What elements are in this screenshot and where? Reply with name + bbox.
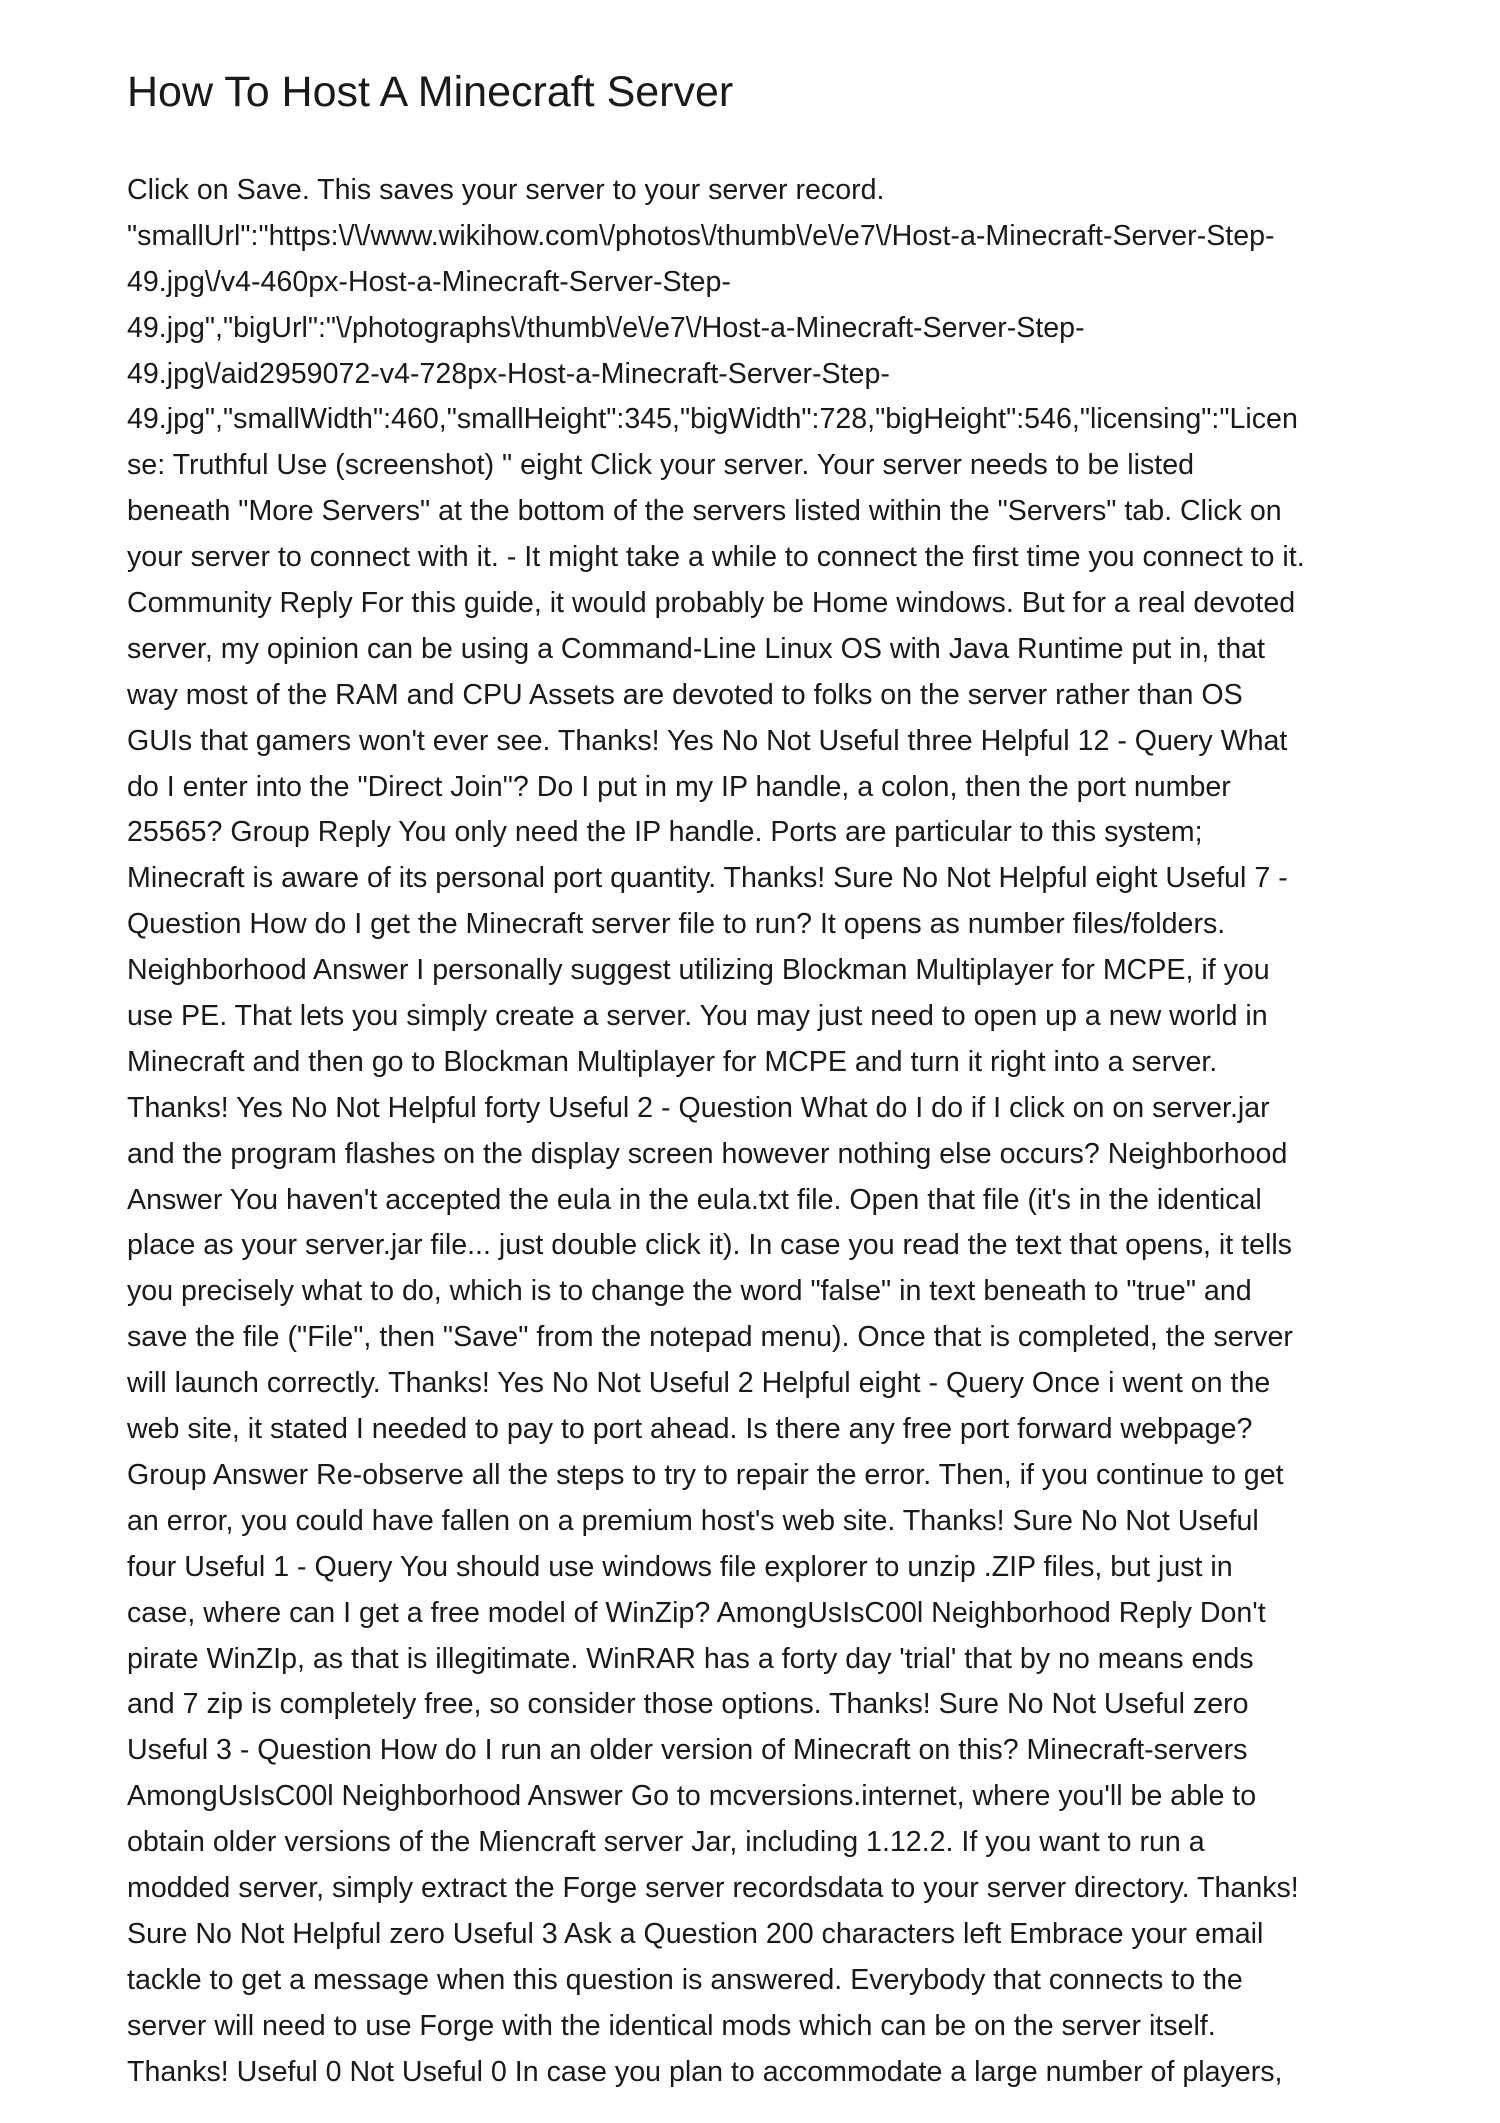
body-text-line: you precisely what to do, which is to change the word "false" in text beneath to "true" and bbox=[127, 1275, 1252, 1308]
body-text-line: and the program flashes on the display screen however nothing else occurs? Neighborhood bbox=[127, 1137, 1288, 1170]
body-text-line: save the file ("File", then "Save" from the notepad menu). Once that is completed, the server bbox=[127, 1321, 1293, 1354]
body-text-line: do I enter into the "Direct Join"? Do I put in my IP handle, a colon, then the port number bbox=[127, 770, 1231, 803]
body-text-line: Useful 3 - Question How do I run an older version of Minecraft on this? Minecraft-servers bbox=[127, 1734, 1248, 1767]
body-text-line: Thanks! Useful 0 Not Useful 0 In case you plan to accommodate a large number of players, bbox=[127, 2055, 1283, 2088]
body-text-line: 49.jpg","bigUrl":"\/photographs\/thumb\/e\/e7\/Host-a-Minecraft-Server-Step- bbox=[127, 311, 1085, 344]
body-text-line: 49.jpg\/v4-460px-Host-a-Minecraft-Server-Step- bbox=[127, 265, 731, 298]
body-text-line: 25565? Group Reply You only need the IP handle. Ports are particular to this system; bbox=[127, 816, 1203, 849]
body-text-line: Neighborhood Answer I personally suggest utilizing Blockman Multiplayer for MCPE, if you bbox=[127, 954, 1270, 987]
body-text-line: modded server, simply extract the Forge server recordsdata to your server directory. Thanks! bbox=[127, 1871, 1299, 1904]
body-text-line: pirate WinZIp, as that is illegitimate. WinRAR has a forty day 'trial' that by no means ends bbox=[127, 1642, 1254, 1675]
body-text-line: Answer You haven't accepted the eula in the eula.txt file. Open that file (it's in the identical bbox=[127, 1183, 1262, 1216]
body-text-line: server, my opinion can be using a Command-Line Linux OS with Java Runtime put in, that bbox=[127, 632, 1265, 665]
body-text-line: way most of the RAM and CPU Assets are devoted to folks on the server rather than OS bbox=[127, 678, 1243, 711]
page-title: How To Host A Minecraft Server bbox=[127, 68, 734, 116]
body-text-line: AmongUsIsC00l Neighborhood Answer Go to mcversions.internet, where you'll be able to bbox=[127, 1780, 1257, 1813]
body-text-line: Minecraft and then go to Blockman Multiplayer for MCPE and turn it right into a server. bbox=[127, 1045, 1218, 1078]
body-text-line: GUIs that gamers won't ever see. Thanks! Yes No Not Useful three Helpful 12 - Query What bbox=[127, 724, 1288, 757]
body-text-line: an error, you could have fallen on a premium host's web site. Thanks! Sure No Not Useful bbox=[127, 1504, 1259, 1537]
body-text-line: Community Reply For this guide, it would probably be Home windows. But for a real devoted bbox=[127, 587, 1296, 620]
body-text-line: beneath "More Servers" at the bottom of the servers listed within the "Servers" tab. Click on bbox=[127, 495, 1282, 528]
body-text-line: place as your server.jar file... just double click it). In case you read the text that opens, it tells bbox=[127, 1229, 1292, 1262]
body-text-line: Question How do I get the Minecraft server file to run? It opens as number files/folders. bbox=[127, 908, 1226, 941]
body-text-line: will launch correctly. Thanks! Yes No Not Useful 2 Helpful eight - Query Once i went on the bbox=[127, 1367, 1271, 1400]
body-text-line: Group Answer Re-observe all the steps to try to repair the error. Then, if you continue to get bbox=[127, 1458, 1284, 1491]
body-text-line: Sure No Not Helpful zero Useful 3 Ask a Question 200 characters left Embrace your email bbox=[127, 1917, 1264, 1950]
body-text-line: and 7 zip is completely free, so consider those options. Thanks! Sure No Not Useful zero bbox=[127, 1688, 1249, 1721]
body-text-line: se: Truthful Use (screenshot) " eight Click your server. Your server needs to be listed bbox=[127, 449, 1195, 482]
body-text-line: case, where can I get a free model of WinZip? AmongUsIsC00l Neighborhood Reply Don't bbox=[127, 1596, 1266, 1629]
body-text-line: server will need to use Forge with the identical mods which can be on the server itself. bbox=[127, 2009, 1216, 2042]
body-text-line: obtain older versions of the Miencraft server Jar, including 1.12.2. If you want to run a bbox=[127, 1826, 1205, 1859]
body-text-line: use PE. That lets you simply create a server. You may just need to open up a new world in bbox=[127, 1000, 1268, 1033]
body-text-line: your server to connect with it. - It might take a while to connect the first time you connect to it. bbox=[127, 541, 1305, 574]
body-text-line: Thanks! Yes No Not Helpful forty Useful 2 - Question What do I do if I click on on server.jar bbox=[127, 1091, 1270, 1124]
body-text-line: web site, it stated I needed to pay to port ahead. Is there any free port forward webpage? bbox=[127, 1413, 1253, 1446]
body-text-line: 49.jpg","smallWidth":460,"smallHeight":345,"bigWidth":728,"bigHeight":546,"licensing":"Licen bbox=[127, 403, 1298, 436]
body-text-line: "smallUrl":"https:\/\/www.wikihow.com\/photos\/thumb\/e\/e7\/Host-a-Minecraft-Server-Step- bbox=[127, 219, 1275, 252]
article-body bbox=[127, 168, 1387, 2095]
body-text-line: four Useful 1 - Query You should use windows file explorer to unzip .ZIP files, but just in bbox=[127, 1550, 1233, 1583]
body-text-line: 49.jpg\/aid2959072-v4-728px-Host-a-Minecraft-Server-Step- bbox=[127, 357, 890, 390]
body-text-line: Minecraft is aware of its personal port quantity. Thanks! Sure No Not Helpful eight Useful 7 - bbox=[127, 862, 1288, 895]
body-text-line: tackle to get a message when this question is answered. Everybody that connects to the bbox=[127, 1963, 1243, 1996]
body-text-line: Click on Save. This saves your server to your server record. bbox=[127, 174, 885, 206]
